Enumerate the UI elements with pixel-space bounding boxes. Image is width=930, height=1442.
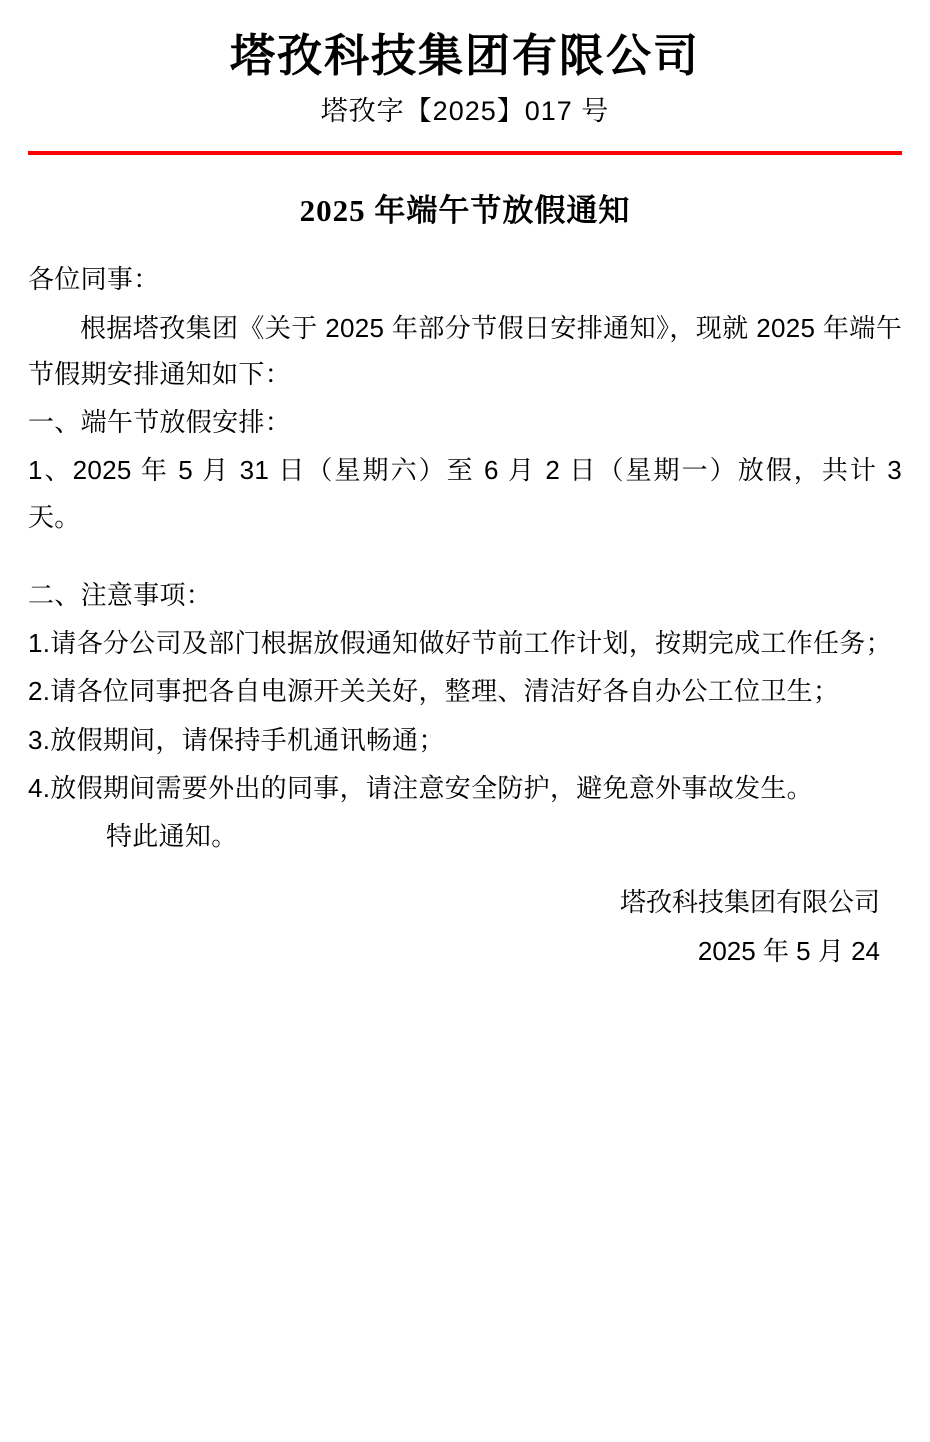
section-2-item-2: 2.请各位同事把各自电源开关关好，整理、清洁好各自办公工位卫生； bbox=[28, 676, 840, 707]
section-2-item-4: 4.放假期间需要外出的同事，请注意安全防护，避免意外事故发生。 bbox=[28, 773, 813, 803]
signature-organization: 塔孜科技集团有限公司 bbox=[619, 886, 880, 917]
red-divider-rule bbox=[28, 151, 902, 155]
section-1-item-1: 1、2025 年 5 月 31 日（星期六）至 6 月 2 日（星期一）放假，共计 3 天。 bbox=[28, 455, 902, 532]
section-1-heading: 一、端午节放假安排： bbox=[28, 407, 292, 438]
signature-block bbox=[28, 878, 902, 977]
section-2-item-1: 1.请各分公司及部门根据放假通知做好节前工作计划，按期完成工作任务； bbox=[28, 628, 892, 659]
salutation: 各位同事： bbox=[28, 264, 160, 295]
paragraph-spacer bbox=[28, 542, 902, 572]
section-2-item-3: 3.放假期间，请保持手机通讯畅通； bbox=[28, 724, 445, 755]
intro-paragraph: 根据塔孜集团《关于 2025 年部分节假日安排通知》，现就 2025 年端午节假期安排通知如下： bbox=[28, 312, 902, 389]
document-header bbox=[28, 28, 902, 129]
closing-statement: 特此通知。 bbox=[106, 821, 238, 852]
page-title: 2025 年端午节放假通知 bbox=[299, 193, 631, 229]
signature-date: 2025 年 5 月 24 bbox=[697, 935, 880, 966]
section-2-heading: 二、注意事项： bbox=[28, 579, 213, 610]
document-number: 塔孜字【2025】017 号 bbox=[320, 96, 610, 127]
company-name: 塔孜科技集团有限公司 bbox=[229, 31, 700, 81]
document-body bbox=[28, 256, 902, 859]
